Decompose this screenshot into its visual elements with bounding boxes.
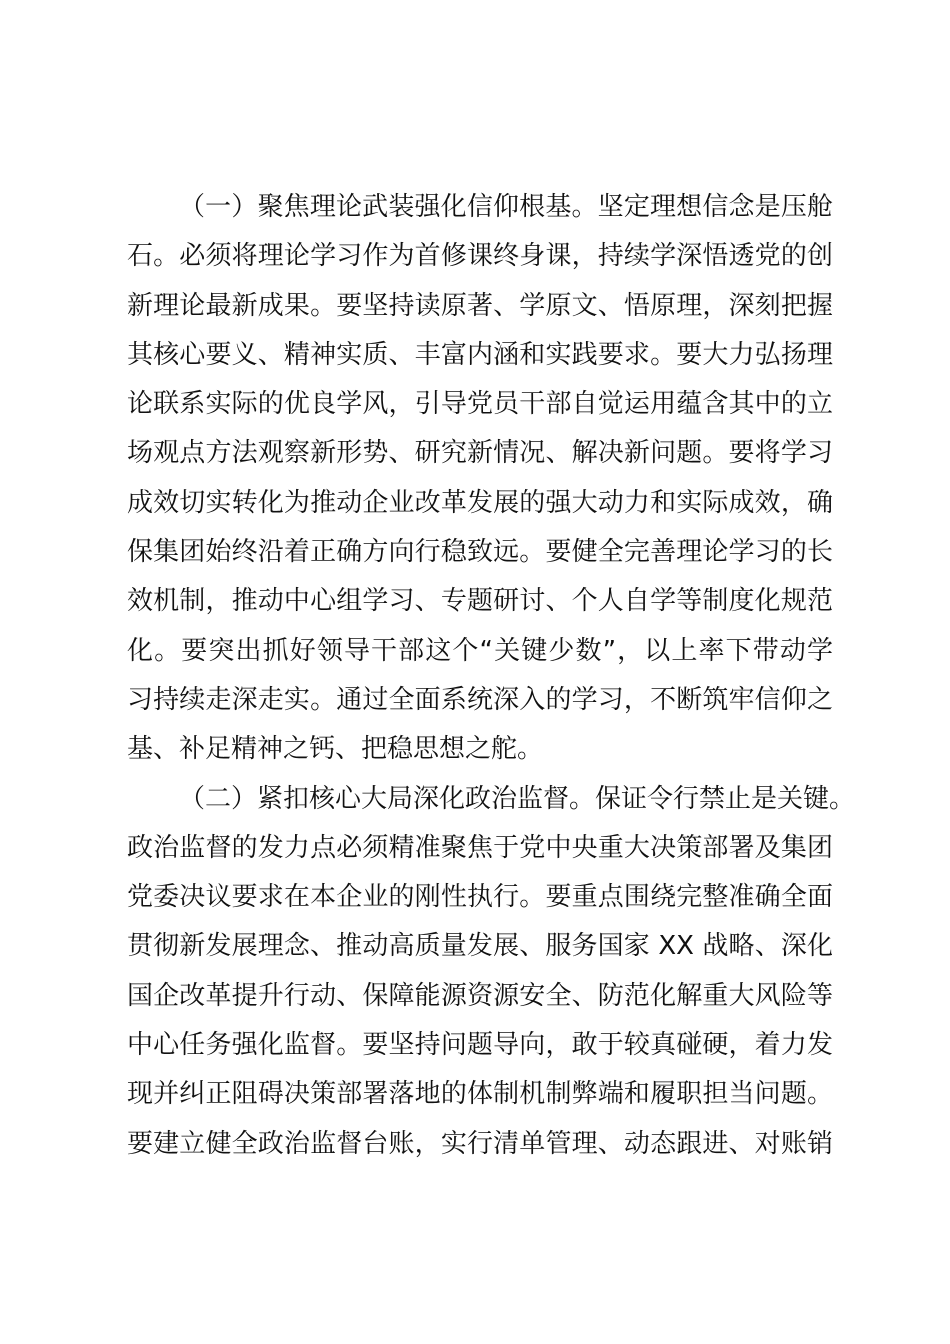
paragraph-line: 政治监督的发力点必须精准聚焦于党中央重大决策部署及集团	[127, 832, 833, 863]
paragraph-line: 国企改革提升行动、保障能源资源安全、防范化解重大风险等	[127, 980, 833, 1011]
paragraph-line: 成效切实转化为推动企业改革发展的强大动力和实际成效，确	[127, 487, 833, 518]
paragraph-line: 现并纠正阻碍决策部署落地的体制机制弊端和履职担当问题。	[127, 1079, 833, 1110]
paragraph-line: 基、补足精神之钙、把稳思想之舵。	[127, 734, 544, 765]
paragraph-line: 要建立健全政治监督台账，实行清单管理、动态跟进、对账销	[127, 1128, 833, 1159]
paragraph-line: （二）紧扣核心大局深化政治监督。保证令行禁止是关键。	[179, 783, 856, 814]
paragraph-line: 场观点方法观察新形势、研究新情况、解决新问题。要将学习	[127, 438, 833, 469]
paragraph-line: 新理论最新成果。要坚持读原著、学原文、悟原理，深刻把握	[127, 290, 833, 321]
paragraph-line: （一）聚焦理论武装强化信仰根基。坚定理想信念是压舱	[179, 192, 833, 222]
paragraph-line: 论联系实际的优良学风，引导党员干部自觉运用蕴含其中的立	[127, 389, 833, 420]
paragraph-line: 习持续走深走实。通过全面系统深入的学习，不断筑牢信仰之	[127, 684, 833, 715]
document-body	[127, 183, 856, 1169]
paragraph-1	[127, 183, 833, 775]
paragraph-2	[127, 775, 856, 1169]
paragraph-line: 效机制，推动中心组学习、专题研讨、个人自学等制度化规范	[127, 586, 833, 617]
paragraph-line: 党委决议要求在本企业的刚性执行。要重点围绕完整准确全面	[127, 882, 833, 913]
paragraph-line: 其核心要义、精神实质、丰富内涵和实践要求。要大力弘扬理	[127, 339, 833, 370]
paragraph-line: 保集团始终沿着正确方向行稳致远。要健全完善理论学习的长	[127, 537, 833, 568]
paragraph-line: 石。必须将理论学习作为首修课终身课，持续学深悟透党的创	[127, 241, 833, 272]
paragraph-line: 贯彻新发展理念、推动高质量发展、服务国家 XX 战略、深化	[127, 931, 833, 962]
paragraph-line: 化。要突出抓好领导干部这个“关键少数”，以上率下带动学	[127, 635, 833, 666]
paragraph-line: 中心任务强化监督。要坚持问题导向，敢于较真碰硬，着力发	[127, 1030, 833, 1061]
